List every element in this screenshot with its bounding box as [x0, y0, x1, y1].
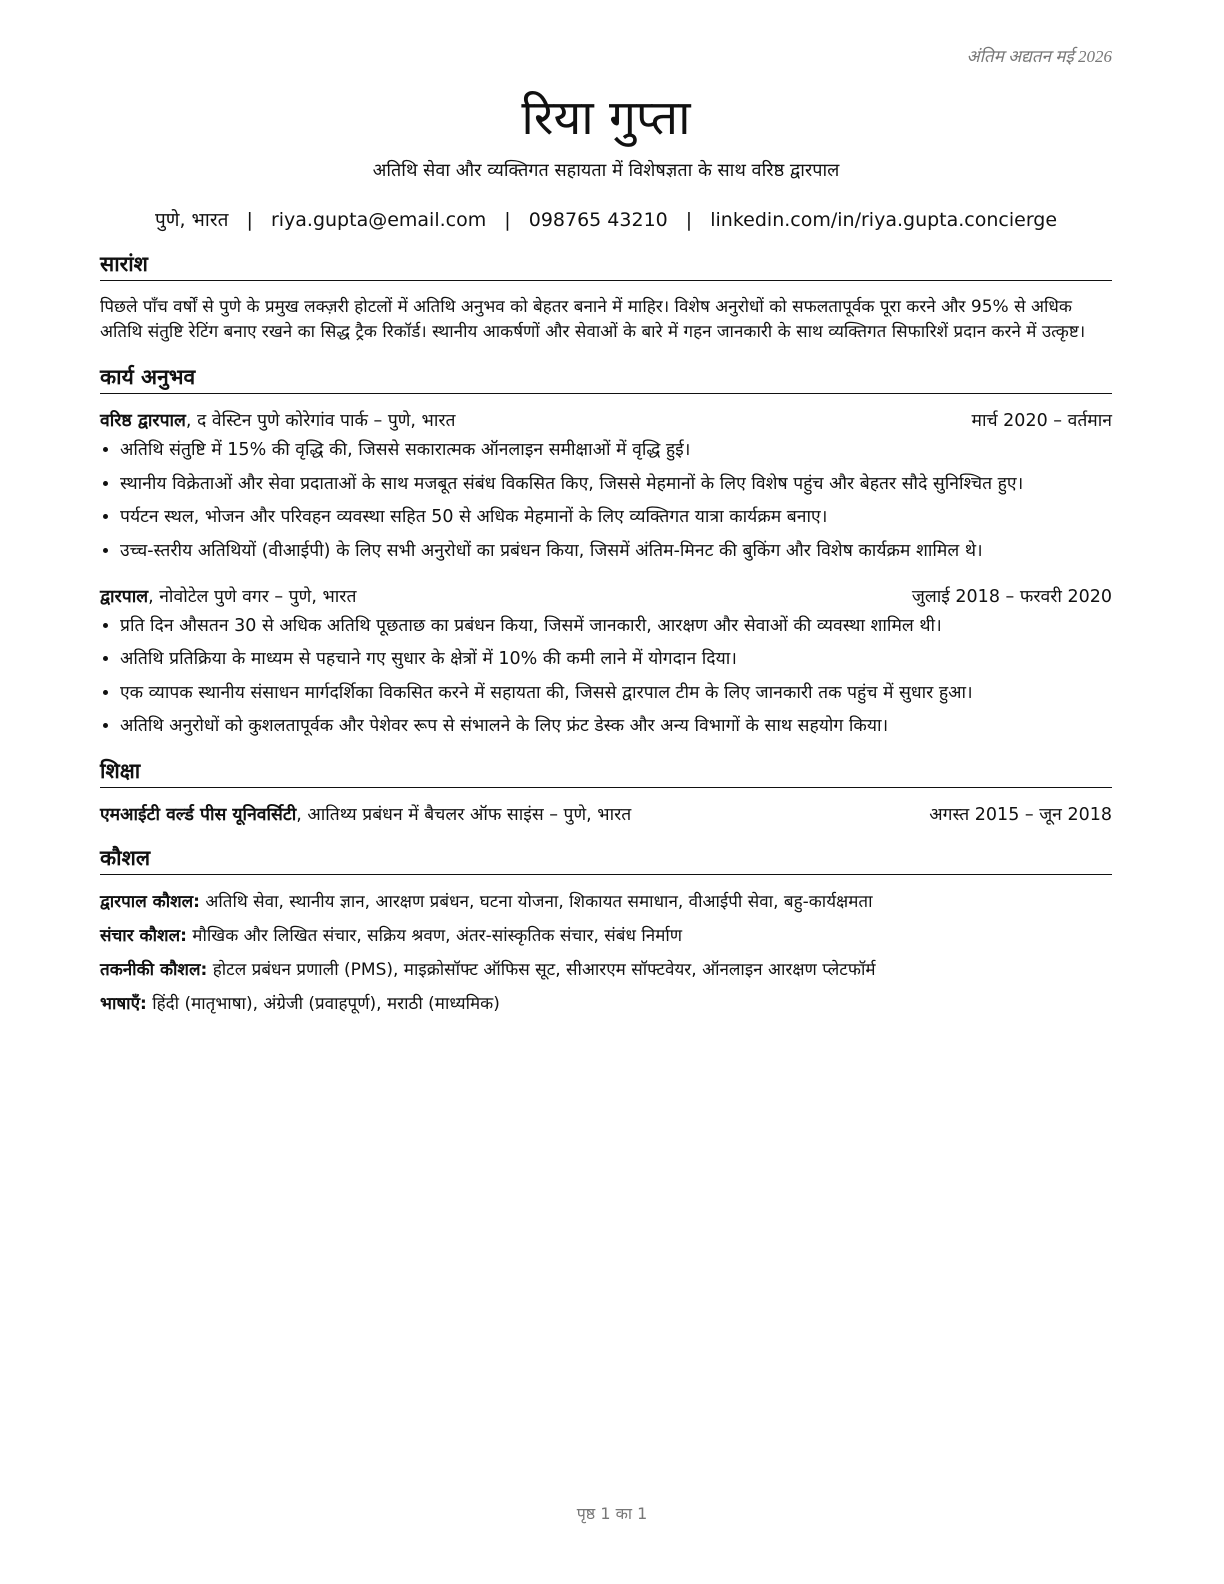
skill-row [100, 991, 1112, 1017]
skill-label: भाषाएँ: [100, 994, 147, 1014]
job-bullets [100, 438, 1112, 564]
education-dates: अगस्त 2015 – जून 2018 [929, 805, 1112, 825]
job-role: वरिष्ठ द्वारपाल [100, 411, 186, 431]
contact-separator: | [504, 209, 511, 231]
job-dates: मार्च 2020 – वर्तमान [971, 411, 1112, 431]
skill-label: संचार कौशल: [100, 926, 187, 946]
education-institution: एमआईटी वर्ल्ड पीस यूनिवर्सिटी [100, 805, 297, 825]
experience-heading: कार्य अनुभव [100, 363, 1112, 394]
job-role: द्वारपाल [100, 586, 149, 607]
skills-heading: कौशल [100, 844, 1112, 875]
job-dates: जुलाई 2018 – फरवरी 2020 [911, 586, 1112, 607]
skill-label: तकनीकी कौशल: [100, 960, 208, 980]
job-bullets [100, 614, 1112, 740]
contact-linkedin[interactable]: linkedin.com/in/riya.gupta.concierge [710, 209, 1058, 231]
skill-value: अतिथि सेवा, स्थानीय ज्ञान, आरक्षण प्रबंधन, घटना योजना, शिकायत समाधान, वीआईपी सेवा, बहु-कार्यक्षमता [199, 892, 873, 912]
job-bullet: • अतिथि संतुष्टि में 15% की वृद्धि की, जिससे सकारात्मक ऑनलाइन समीक्षाओं में वृद्धि हुई। [120, 438, 1112, 463]
education-line [100, 802, 631, 826]
education-entry [100, 802, 1112, 826]
education-heading: शिक्षा [100, 757, 1112, 788]
skill-row [100, 889, 1112, 915]
contact-separator: | [685, 209, 693, 231]
summary-heading: सारांश [100, 250, 1112, 281]
contact-line [100, 206, 1112, 232]
job-bullet: • प्रति दिन औसतन 30 से अधिक अतिथि पूछताछ का प्रबंधन किया, जिसमें जानकारी, आरक्षण और सेवाओं की व्यवस्था शामिल थी। [120, 614, 1112, 639]
last-updated: अंतिम अद्यतन मई 2026 [966, 47, 1112, 66]
job-bullet: • एक व्यापक स्थानीय संसाधन मार्गदर्शिका विकसित करने में सहायता की, जिससे द्वारपाल टीम के लिए जानकारी तक पहुंच में सुधार हुआ। [120, 681, 1112, 706]
skill-label: द्वारपाल कौशल: [100, 892, 200, 912]
candidate-name: रिया गुप्ता [521, 90, 691, 146]
skill-row [100, 957, 1112, 983]
job-employer: , नोवोटेल पुणे वगर – पुणे, भारत [148, 586, 357, 607]
job-bullet: • पर्यटन स्थल, भोजन और परिवहन व्यवस्था सहित 50 से अधिक मेहमानों के लिए व्यक्तिगत यात्रा कार्यक्रम बनाए। [120, 505, 1112, 530]
job-entry [100, 584, 1112, 740]
tagline: अतिथि सेवा और व्यक्तिगत सहायता में विशेषज्ञता के साथ वरिष्ठ द्वारपाल [372, 160, 840, 181]
job-bullet: • अतिथि प्रतिक्रिया के माध्यम से पहचाने गए सुधार के क्षेत्रों में 10% की कमी लाने में योगदान दिया। [120, 647, 1112, 672]
contact-phone: 098765 43210 [528, 209, 668, 231]
job-employer: , द वेस्टिन पुणे कोरेगांव पार्क – पुणे, भारत [185, 411, 456, 431]
job-bullet: • उच्च-स्तरीय अतिथियों (वीआईपी) के लिए सभी अनुरोधों का प्रबंधन किया, जिसमें अंतिम-मिनट की बुकिंग और विशेष कार्यक्रम शामिल थे। [120, 539, 1112, 564]
skill-row [100, 923, 1112, 949]
contact-separator: | [246, 209, 253, 231]
job-header [100, 408, 1112, 434]
contact-email[interactable]: riya.gupta@email.com [270, 209, 487, 231]
summary-text: पिछले पाँच वर्षों से पुणे के प्रमुख लक्ज़री होटलों में अतिथि अनुभव को बेहतर बनाने में माहिर। विशेष अनुरोधों को सफलतापूर्वक पूरा करने और 95% से अधिक अतिथि संतुष्टि रेटिंग बनाए रखने का सिद्ध ट्रैक रिकॉर्ड। स्थानीय आकर्षणों और सेवाओं के बारे में गहन जानकारी के साथ व्यक्तिगत सिफारिशें प्रदान करने में उत्कृष्ट। [100, 297, 1086, 342]
job-entry [100, 408, 1112, 564]
skill-value: होटल प्रबंधन प्रणाली (PMS), माइक्रोसॉफ्ट ऑफिस सूट, सीआरएम सॉफ्टवेयर, ऑनलाइन आरक्षण प्लेटफॉर्म [207, 960, 876, 980]
resume-page [100, 40, 1112, 1025]
job-header [100, 584, 1112, 610]
job-title-line [100, 584, 356, 610]
page-number: पृष्ठ 1 का 1 [576, 1504, 648, 1523]
skill-value: हिंदी (मातृभाषा), अंग्रेजी (प्रवाहपूर्ण), मराठी (माध्यमिक) [146, 994, 500, 1014]
skills-list [100, 889, 1112, 1017]
contact-location: पुणे, भारत [154, 209, 229, 231]
education-degree: , आतिथ्य प्रबंधन में बैचलर ऑफ साइंस – पुणे, भारत [296, 805, 632, 825]
skill-value: मौखिक और लिखित संचार, सक्रिय श्रवण, अंतर-सांस्कृतिक संचार, संबंध निर्माण [186, 926, 683, 946]
job-title-line [100, 408, 456, 434]
job-bullet: • अतिथि अनुरोधों को कुशलतापूर्वक और पेशेवर रूप से संभालने के लिए फ्रंट डेस्क और अन्य विभागों के साथ सहयोग किया। [120, 714, 1112, 739]
job-bullet: • स्थानीय विक्रेताओं और सेवा प्रदाताओं के साथ मजबूत संबंध विकसित किए, जिससे मेहमानों के लिए विशेष पहुंच और बेहतर सौदे सुनिश्चित हुए। [120, 472, 1112, 497]
